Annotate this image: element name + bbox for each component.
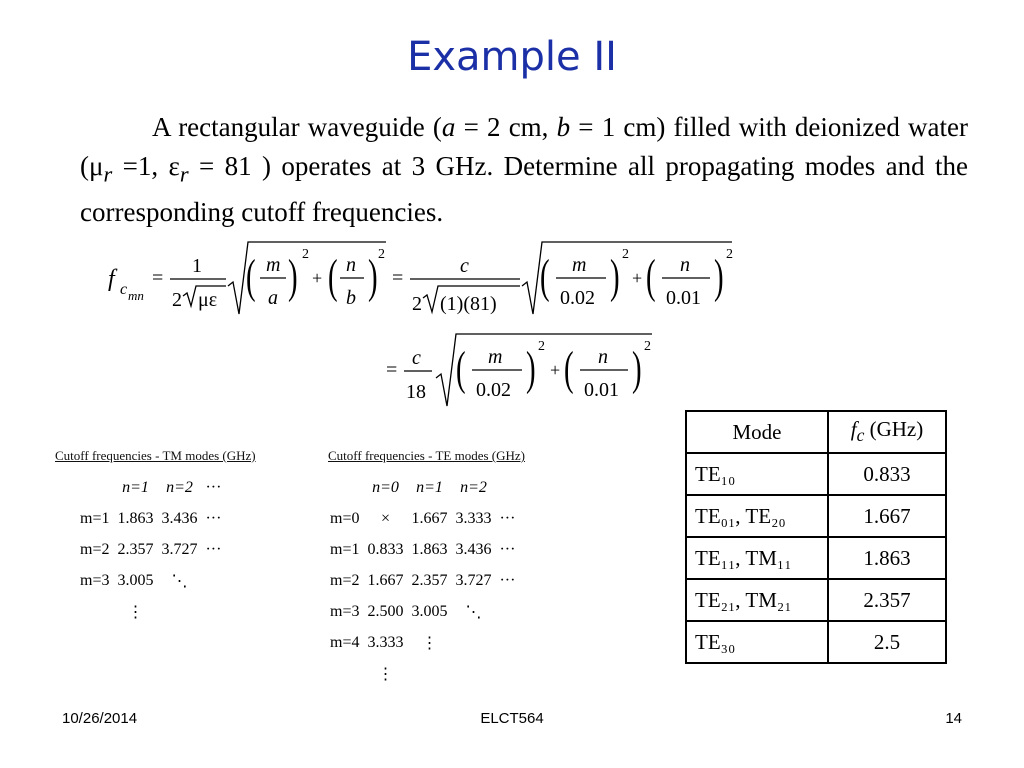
eq-f: f	[108, 266, 115, 292]
te-cell	[495, 627, 519, 658]
eq-two-2: 2	[412, 293, 422, 315]
table-row	[686, 579, 946, 621]
te-cell: 3.333	[367, 633, 404, 651]
tm-row-label: m=2	[80, 540, 110, 558]
fc-header	[828, 411, 946, 453]
te-cell	[407, 658, 451, 689]
tm-cell	[201, 565, 225, 596]
te-cell	[451, 627, 495, 658]
problem-text-5: = 81 ) operates at 3 GHz. Determine all propagating modes and the corresponding cutoff frequencies.	[80, 151, 968, 228]
table-row	[326, 658, 519, 689]
tm-header-cell: n=1	[122, 478, 149, 496]
table-row	[76, 503, 225, 534]
te-cell: ⋮	[421, 634, 438, 652]
eq-m-3: m	[488, 346, 503, 368]
tm-header-cell: n=2	[166, 478, 193, 496]
cutoff-equation-line2	[380, 330, 680, 410]
te-cell: 1.667	[411, 509, 448, 527]
fc-cell: 1.863	[828, 537, 946, 579]
problem-text-1: A rectangular waveguide (	[152, 112, 442, 142]
te-cell: 3.333	[455, 509, 492, 527]
table-row	[686, 621, 946, 663]
fc-header-f: f	[850, 417, 857, 442]
eq-18: 18	[406, 381, 426, 403]
eq-m-1: m	[266, 254, 281, 276]
te-row-label: m=1	[330, 540, 360, 558]
tm-cell: ···	[205, 509, 222, 527]
eq-plus-2: +	[632, 268, 643, 288]
tm-cell	[157, 596, 201, 627]
eq-a: a	[268, 287, 278, 309]
mode-cell: TE₀₁, TE₂₀	[686, 495, 828, 537]
eq-lparen-6: (	[564, 341, 574, 395]
eq-n-1: n	[346, 254, 356, 276]
var-a: a	[441, 112, 456, 142]
slide-title: Example II	[407, 34, 617, 80]
eq-equals-1: =	[152, 267, 164, 289]
mode-cell: TE₁₁, TM₁₁	[686, 537, 828, 579]
tm-row-label	[76, 596, 113, 627]
tm-cell: 2.357	[117, 540, 154, 558]
table-row	[326, 565, 519, 596]
te-header-cell: n=2	[460, 478, 487, 496]
te-cell: ⋱	[465, 603, 482, 621]
eq-one: 1	[192, 255, 202, 277]
te-cell: 1.667	[367, 571, 404, 589]
mode-cell: TE₃₀	[686, 621, 828, 663]
eq-c-2: c	[412, 347, 421, 369]
te-row-label	[326, 658, 363, 689]
eq-rparen-6: )	[632, 341, 642, 395]
eq-equals-2: =	[392, 267, 404, 289]
tm-header-cell: ···	[205, 478, 222, 496]
table-row	[76, 565, 225, 596]
tm-row-label: m=1	[80, 509, 110, 527]
footer-page-number: 14	[945, 710, 962, 727]
table-row	[686, 495, 946, 537]
sub-r-eps: r	[179, 161, 189, 187]
problem-text-3: = 1 cm) filled with deionized water (μ	[80, 112, 968, 181]
tm-cell: ⋮	[127, 603, 144, 621]
table-row	[326, 627, 519, 658]
eq-sq-4: 2	[726, 247, 733, 262]
eq-lparen-3: (	[540, 249, 550, 303]
eq-001-1: 0.01	[666, 287, 701, 309]
table-row	[326, 534, 519, 565]
fc-cell: 2.5	[828, 621, 946, 663]
problem-statement	[80, 108, 968, 232]
tm-cell	[201, 596, 225, 627]
eq-c: c	[460, 255, 469, 277]
tm-table-caption: Cutoff frequencies - TM modes (GHz)	[55, 448, 256, 463]
te-cell: 3.436	[455, 540, 492, 558]
tm-cutoff-table	[76, 472, 225, 627]
eq-sq-6: 2	[644, 339, 651, 354]
te-row-label: m=4	[330, 633, 360, 651]
eq-sq-1: 2	[302, 247, 309, 262]
te-header-row	[326, 472, 519, 503]
sub-r-mu: r	[103, 161, 113, 187]
eq-plus-1: +	[312, 268, 323, 288]
te-cell	[495, 658, 519, 689]
eq-002-2: 0.02	[476, 379, 511, 401]
table-row	[686, 537, 946, 579]
eq-rparen-1: )	[288, 249, 298, 303]
fc-cell: 1.667	[828, 495, 946, 537]
eq-sq-2: 2	[378, 247, 385, 262]
eq-mu-eps: με	[198, 289, 218, 311]
eq-sq-3: 2	[622, 247, 629, 262]
tm-cell: 1.863	[117, 509, 154, 527]
footer-date: 10/26/2014	[62, 710, 138, 727]
te-row-label: m=0	[330, 509, 360, 527]
eq-001-2: 0.01	[584, 379, 619, 401]
fc-header-unit: (GHz)	[864, 417, 924, 442]
tm-row-label: m=3	[80, 571, 110, 589]
tm-cell: 3.005	[117, 571, 154, 589]
cutoff-equation-line1	[100, 238, 750, 318]
tm-cell: 3.727	[161, 540, 198, 558]
tm-cell: ⋱	[171, 572, 188, 590]
eq-equals-3: =	[386, 359, 398, 381]
te-cell: 1.863	[411, 540, 448, 558]
eq-rparen-2: )	[368, 249, 378, 303]
eq-lparen-1: (	[246, 249, 256, 303]
eq-b: b	[346, 287, 356, 309]
eq-rparen-3: )	[610, 249, 620, 303]
te-cell: ···	[499, 540, 516, 558]
problem-text-2: = 2 cm,	[455, 112, 557, 142]
te-cell: 0.833	[367, 540, 404, 558]
te-cell: 3.005	[411, 602, 448, 620]
tm-cell: ···	[205, 540, 222, 558]
eq-sub-c: c	[120, 281, 128, 298]
te-header-cell: n=1	[416, 478, 443, 496]
te-row-label: m=2	[330, 571, 360, 589]
te-cell: ···	[499, 509, 516, 527]
eq-002-1: 0.02	[560, 287, 595, 309]
tm-header-row	[76, 472, 225, 503]
te-cell: ×	[380, 509, 390, 527]
eq-lparen-5: (	[456, 341, 466, 395]
mode-header: Mode	[686, 411, 828, 453]
eq-n-3: n	[598, 346, 608, 368]
mode-header-row	[686, 411, 946, 453]
te-cutoff-table	[326, 472, 519, 689]
te-cell: 3.727	[455, 571, 492, 589]
problem-text-4: =1, ε	[112, 151, 180, 181]
eq-m-2: m	[572, 254, 587, 276]
mode-cell: TE₂₁, TM₂₁	[686, 579, 828, 621]
table-row	[326, 503, 519, 534]
eq-lparen-4: (	[646, 249, 656, 303]
te-cell: ⋮	[377, 665, 394, 683]
var-b: b	[556, 112, 571, 142]
tm-cell: 3.436	[161, 509, 198, 527]
te-cell	[495, 596, 519, 627]
table-row	[686, 453, 946, 495]
mode-cell: TE₁₀	[686, 453, 828, 495]
te-cell: ···	[499, 571, 516, 589]
footer-course: ELCT564	[480, 710, 544, 727]
eq-two: 2	[172, 289, 182, 311]
eq-sqrt-arg: (1)(81)	[440, 293, 497, 315]
eq-rparen-5: )	[526, 341, 536, 395]
eq-lparen-2: (	[328, 249, 338, 303]
te-header-cell	[495, 472, 519, 503]
eq-sq-5: 2	[538, 339, 545, 354]
te-cell: 2.500	[367, 602, 404, 620]
table-row	[76, 534, 225, 565]
eq-plus-3: +	[550, 360, 561, 380]
table-row	[76, 596, 225, 627]
mode-cutoff-table	[685, 410, 947, 664]
eq-n-2: n	[680, 254, 690, 276]
eq-sub-mn: mn	[128, 288, 144, 303]
te-cell: 2.357	[411, 571, 448, 589]
fc-header-sub: c	[856, 425, 865, 446]
table-row	[326, 596, 519, 627]
te-table-caption: Cutoff frequencies - TE modes (GHz)	[328, 448, 525, 463]
fc-cell: 0.833	[828, 453, 946, 495]
te-header-cell: n=0	[372, 478, 399, 496]
fc-cell: 2.357	[828, 579, 946, 621]
eq-rparen-4: )	[714, 249, 724, 303]
te-cell	[451, 658, 495, 689]
te-row-label: m=3	[330, 602, 360, 620]
